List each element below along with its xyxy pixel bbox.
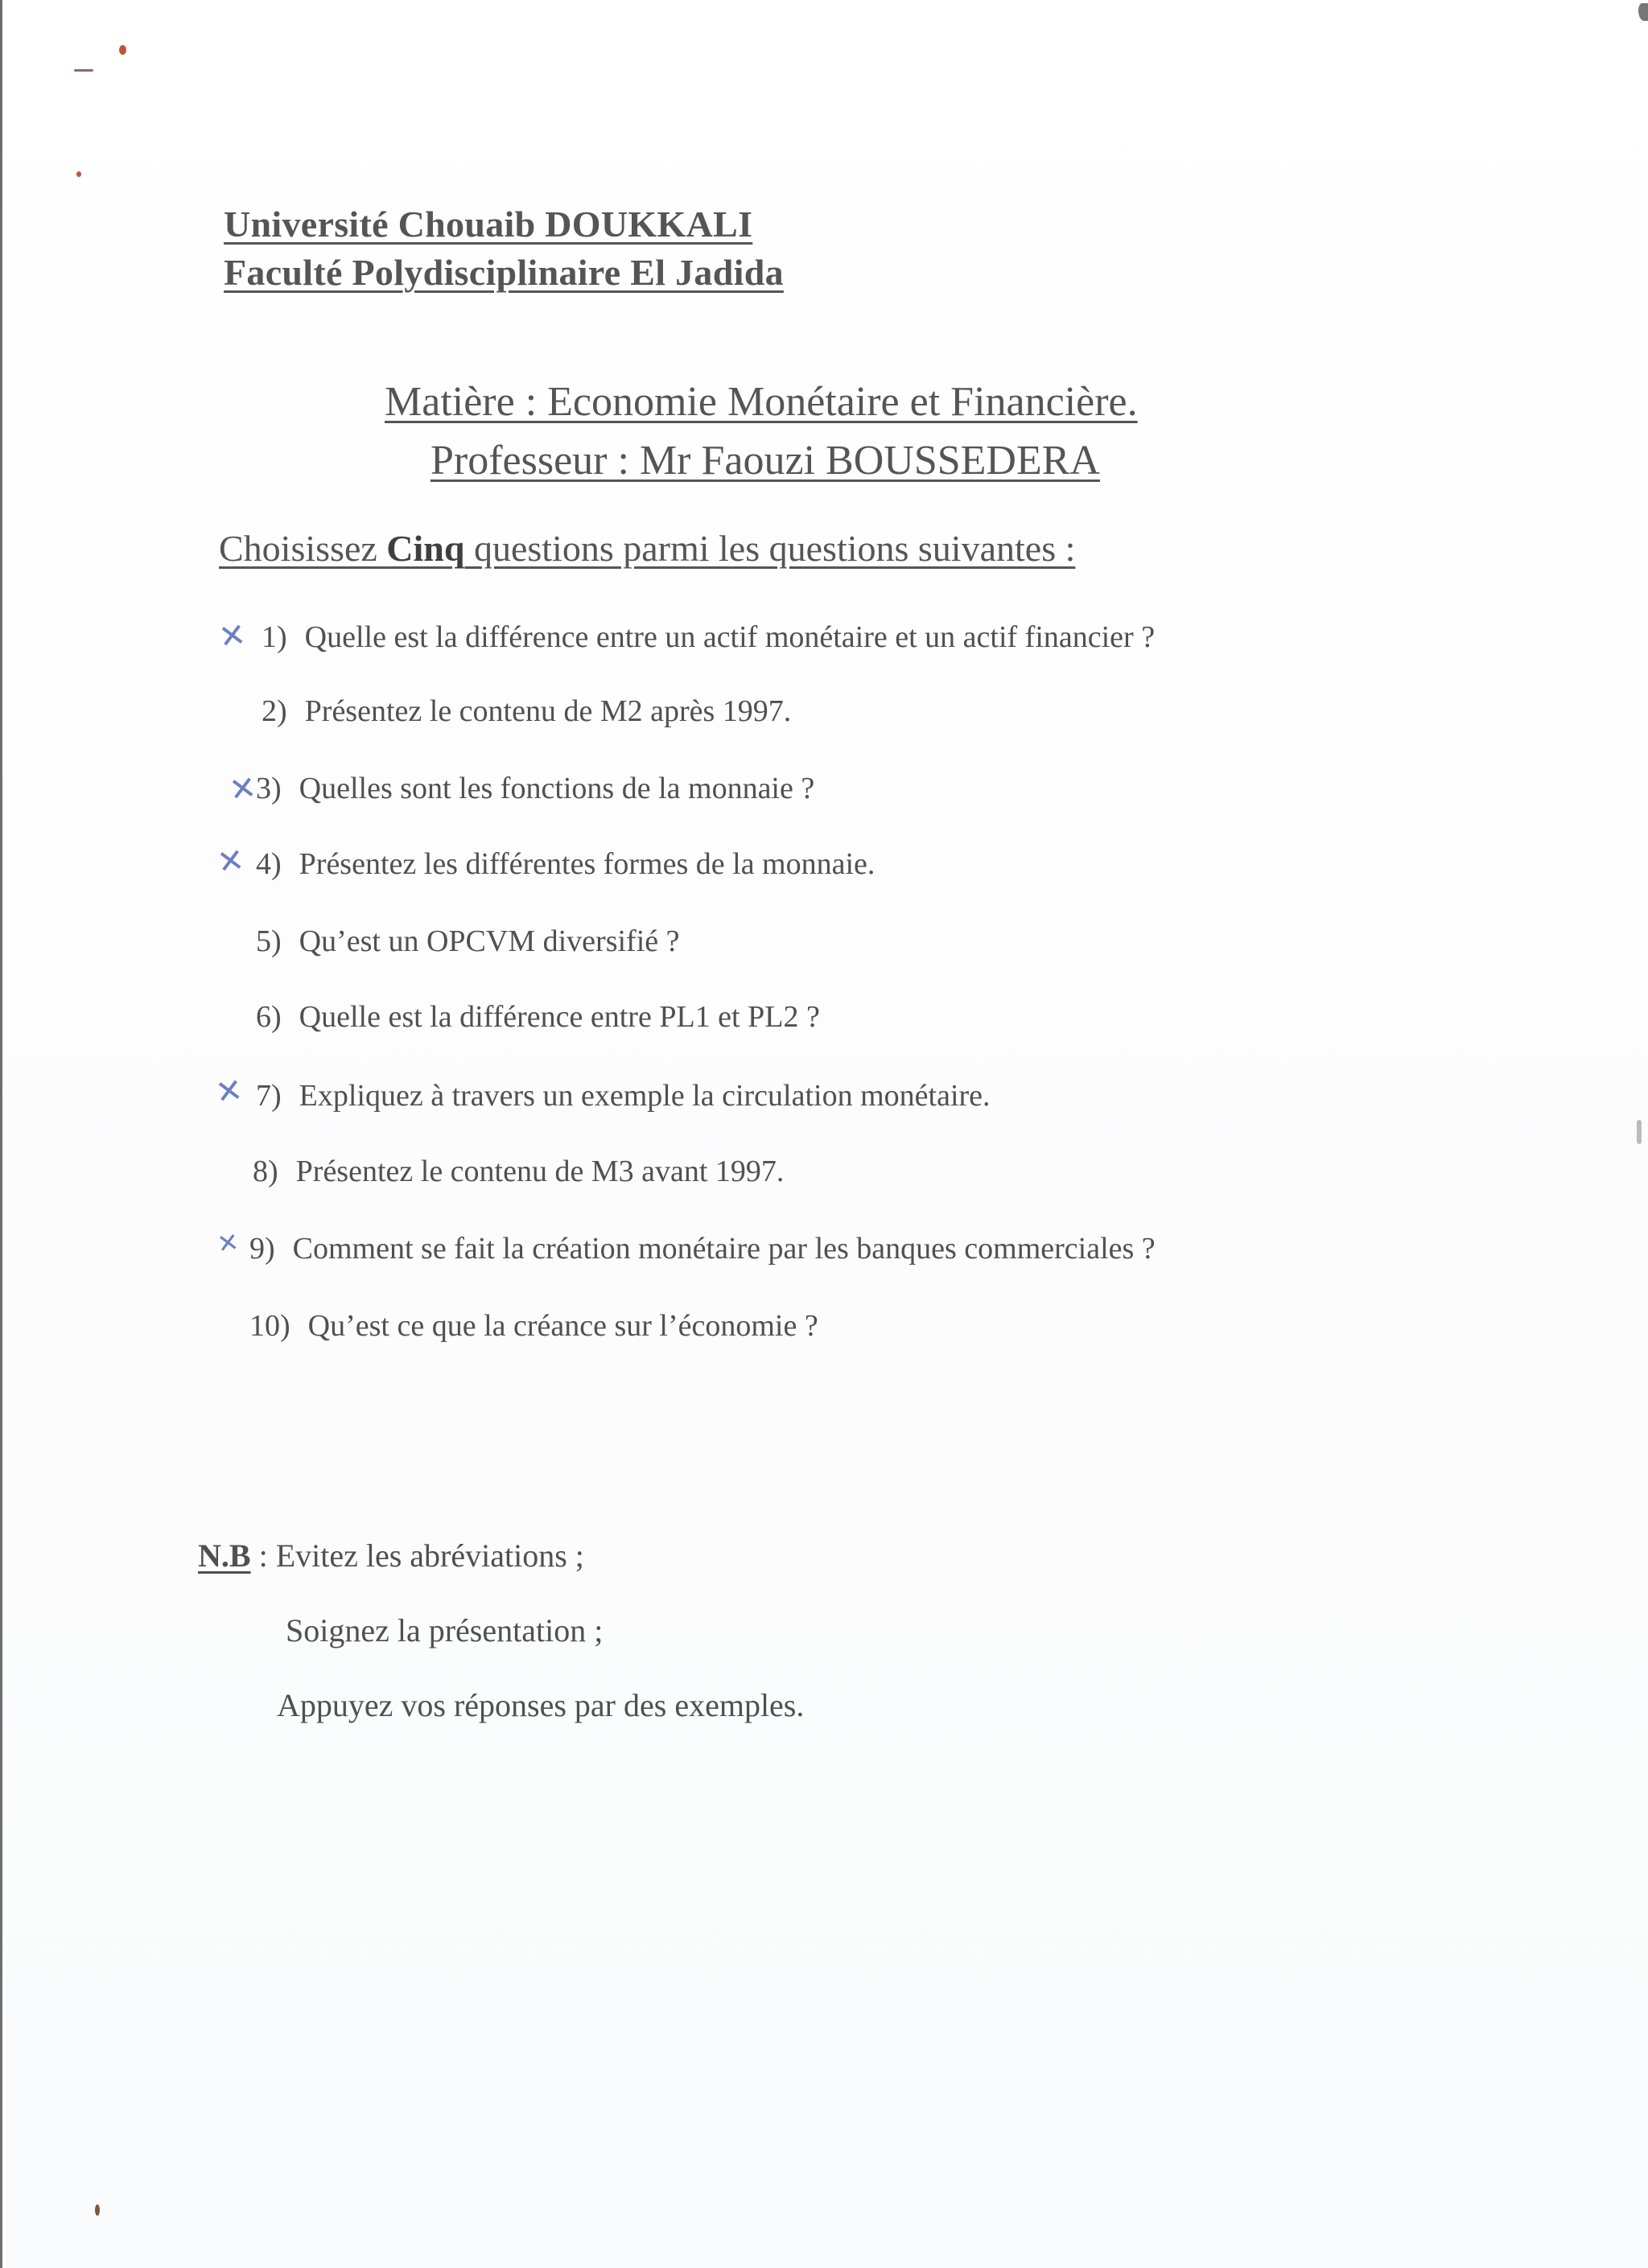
question-item-5 [256,924,680,959]
question-item-8 [253,1154,784,1189]
scan-speck [95,2204,100,2216]
note-text: Appuyez vos réponses par des exemples. [277,1687,805,1723]
scan-left-edge [0,0,2,2268]
question-number: 2) [262,694,287,728]
question-text: Quelle est la différence entre PL1 et PL2 ? [299,1000,820,1034]
question-number: 1) [262,620,287,654]
handwritten-check-mark-icon: ✕ [214,841,247,883]
question-number: 9) [249,1232,275,1266]
scan-speck [1637,1120,1642,1144]
handwritten-check-mark-icon: ✕ [216,615,249,657]
question-number: 10) [249,1309,290,1343]
question-text: Quelle est la différence entre un actif monétaire et un actif financier ? [304,620,1156,654]
question-item-1 [262,619,1155,655]
scan-speck [1638,3,1648,21]
note-line-1 [198,1537,584,1574]
question-number: 6) [256,1000,282,1034]
instruction-prefix: Choisissez [219,528,387,569]
instruction-emphasis: Cinq [386,528,465,569]
question-number: 7) [256,1079,282,1113]
scan-speck [119,45,126,55]
question-text: Quelles sont les fonctions de la monnaie ? [299,772,815,805]
question-number: 8) [253,1155,278,1188]
note-text: Evitez les abréviations ; [275,1537,584,1574]
question-text: Comment se fait la création monétaire par les banques commerciales ? [292,1232,1156,1266]
question-text: Qu’est un OPCVM diversifié ? [299,924,680,958]
note-line-2 [286,1611,603,1649]
question-item-10 [249,1308,818,1344]
scan-speck [76,171,81,177]
question-item-2 [262,694,791,729]
question-text: Présentez le contenu de M2 après 1997. [304,694,792,728]
question-number: 3) [256,772,282,805]
nb-label: N.B [198,1537,251,1574]
question-number: 4) [256,847,282,881]
question-item-3 [256,771,814,806]
university-name: Université Chouaib DOUKKALI [224,204,753,245]
question-text: Présentez les différentes formes de la monnaie. [299,847,876,881]
question-item-6 [256,999,820,1035]
question-item-4 [256,846,875,882]
note-text: Soignez la présentation ; [286,1612,604,1649]
nb-separator: : [250,1537,276,1574]
scan-speck [74,69,93,72]
subject-title: Matière : Economie Monétaire et Financière. [385,379,1138,425]
handwritten-check-mark-icon: ✕ [226,768,259,810]
instruction-suffix: questions parmi les questions suivantes : [464,528,1076,569]
question-text: Expliquez à travers un exemple la circulation monétaire. [299,1079,991,1113]
question-item-9 [249,1231,1156,1266]
faculty-name: Faculté Polydisciplinaire El Jadida [224,252,784,293]
handwritten-check-mark-icon: ✕ [212,1071,245,1113]
question-number: 5) [256,924,282,958]
question-text: Présentez le contenu de M3 avant 1997. [295,1155,785,1188]
note-line-3 [277,1686,804,1724]
handwritten-check-mark-icon: ✕ [215,1226,241,1260]
question-text: Qu’est ce que la créance sur l’économie ? [307,1309,818,1343]
professor-name: Professeur : Mr Faouzi BOUSSEDERA [431,438,1100,484]
instruction-line [219,527,1075,570]
question-item-7 [256,1078,991,1113]
